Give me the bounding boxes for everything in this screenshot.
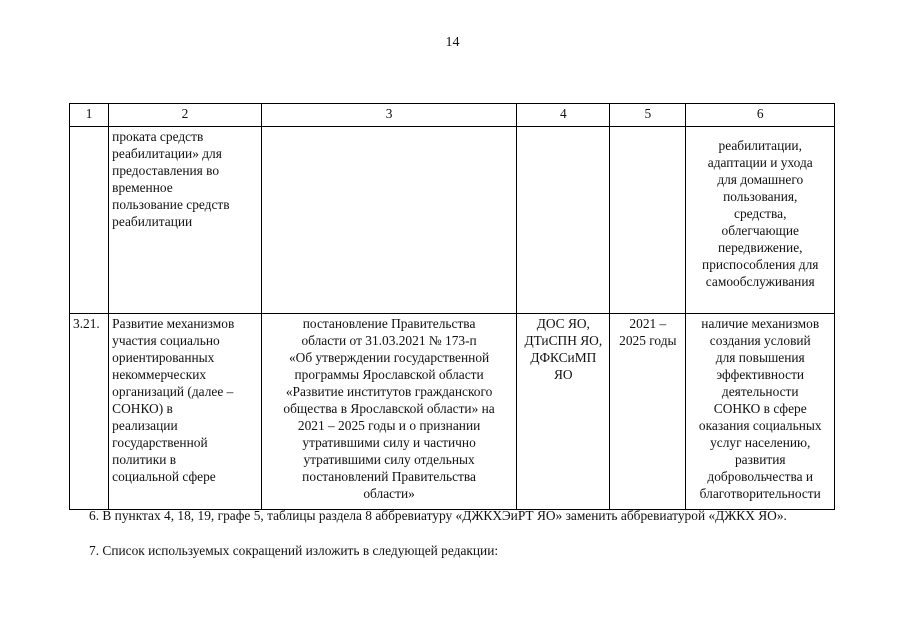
column-header: 6	[686, 104, 835, 127]
column-header: 3	[261, 104, 517, 127]
measure-name: проката средств реабилитации» для предоставления во временное пользование средств реабилитации	[109, 127, 262, 314]
period: 2021 – 2025 годы	[610, 314, 686, 510]
measures-table	[69, 103, 835, 510]
page-number: 14	[445, 35, 460, 50]
column-header: 5	[610, 104, 686, 127]
period	[610, 127, 686, 314]
legal-basis: постановление Правительства области от 31.03.2021 № 173-п «Об утверждении государственной программы Ярославской области «Развитие институтов гражданского общества в Ярославской области» на 2021 – 2025 годы и о признании утратившими силу и частично утратившими силу отдельных постановлений Правительства области»	[261, 314, 517, 510]
legal-basis	[261, 127, 517, 314]
row-number	[70, 127, 109, 314]
table-row	[70, 127, 835, 314]
measure-name: Развитие механизмов участия социально ориентированных некоммерческих организаций (далее – СОНКО) в реализации государственной политики в социальной сфере	[109, 314, 262, 510]
column-header: 1	[70, 104, 109, 127]
column-header: 2	[109, 104, 262, 127]
paragraph-7: 7. Список используемых сокращений изложить в следующей редакции:	[89, 543, 499, 558]
expected-result: наличие механизмов создания условий для повышения эффективности деятельности СОНКО в сфере оказания социальных услуг населению, развития добровольчества и благотворительности	[686, 314, 835, 510]
paragraph-6: 6. В пунктах 4, 18, 19, графе 5, таблицы раздела 8 аббревиатуру «ДЖКХЭиРТ ЯО» заменить аббревиатурой «ДЖКХ ЯО».	[89, 508, 787, 523]
table-row	[70, 314, 835, 510]
executors: ДОС ЯО, ДТиСПН ЯО, ДФКСиМП ЯО	[517, 314, 610, 510]
column-header: 4	[517, 104, 610, 127]
row-number: 3.21.	[70, 314, 109, 510]
expected-result: реабилитации, адаптации и ухода для домашнего пользования, средства, облегчающие передвижение, приспособления для самообслуживания	[686, 127, 835, 314]
executors	[517, 127, 610, 314]
table-header-row	[70, 104, 835, 127]
